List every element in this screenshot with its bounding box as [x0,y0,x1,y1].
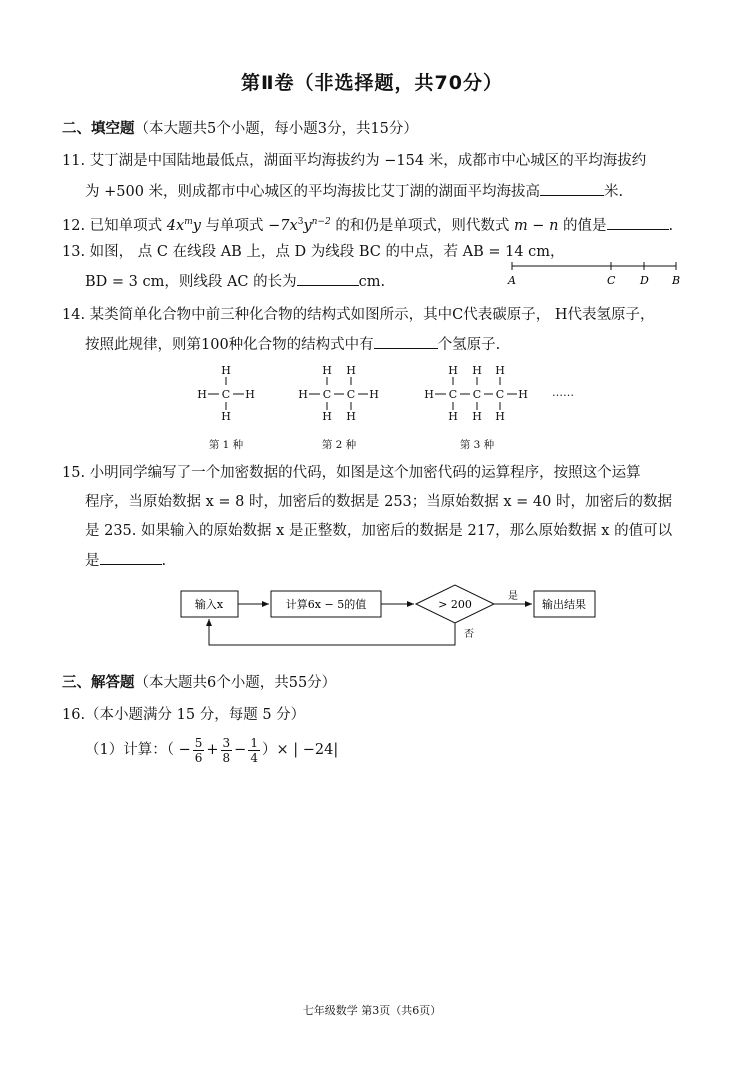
atom-h: H [298,388,308,401]
atom-h: H [472,410,482,423]
segment-figure [500,256,690,290]
compound-2 [298,364,379,423]
atom-h: H [495,410,505,423]
q14-answer-blank[interactable] [374,334,438,349]
atom-c: C [322,388,332,401]
q12-end: . [668,217,674,234]
section2-title: 二、填空题 [62,121,135,137]
atom-c: C [495,388,505,401]
fraction-numerator: 3 [222,735,231,750]
atom-c: C [221,388,231,401]
atom-h: H [346,364,356,377]
no-label: 否 [464,629,474,640]
fraction-denominator: 4 [250,750,258,765]
flowchart [175,583,605,649]
q12-line [62,212,673,236]
q12-monomial2-exp2: n−2 [311,217,331,227]
q15-line4 [85,550,166,571]
section2-heading [62,119,418,139]
q11-line1: 11. 艾丁湖是中国陆地最低点，湖面平均海拔约为 −154 米，成都市中心城区的平均海拔约 [62,153,647,169]
point-b-label: B [672,274,681,287]
q12-post2: 的值是 [558,217,607,234]
q14-unit: 个氢原子. [437,337,501,353]
q15-line1: 15. 小明同学编写了一个加密数据的代码，如图是这个加密代码的运算程序，按照这个运算 [62,465,641,481]
ellipsis: …… [552,386,574,399]
atom-h: H [448,364,458,377]
molecule-figure [190,360,590,454]
compound-3-label: 第 3 种 [459,439,495,451]
atom-h: H [472,364,482,377]
q12-monomial2-a: −7x [268,217,298,234]
atom-h: H [424,388,434,401]
section3-heading [62,673,336,693]
q12-monomial2-exp1: 3 [297,217,304,227]
atom-c: C [472,388,482,401]
q11-text: 为 +500 米，则成都市中心城区的平均海拔比艾丁湖的湖面平均海拔高 [85,184,541,200]
q12-monomial2-b: y [303,217,312,234]
atom-h: H [197,388,207,401]
point-d-label: D [640,274,649,287]
atom-c: C [448,388,458,401]
atom-h: H [448,410,458,423]
compound-3 [424,364,528,423]
q16-part1-prefix: （1）计算：（ − [85,742,191,758]
q16-part1 [85,733,338,767]
q13-text: BD = 3 cm，则线段 AC 的长为 [85,274,297,290]
condition-label: > 200 [438,598,472,611]
atom-c: C [346,388,356,401]
q14-line2 [85,334,500,355]
compound-2-label: 第 2 种 [321,439,357,451]
plus-sign: + [206,742,219,758]
point-c-label: C [607,274,616,287]
atom-h: H [322,410,332,423]
compound-1-label: 第 1 种 [208,439,244,451]
q12-prefix: 12. 已知单项式 [62,217,167,234]
q13-line2 [85,271,385,292]
q11-line2 [85,181,623,202]
q15-line3: 是 235. 如果输入的原始数据 x 是正整数，加密后的数据是 217，那么原始数据 x 的值可以 [85,523,673,539]
atom-h: H [495,364,505,377]
fraction-numerator: 1 [250,735,258,750]
q15-text: 是 [85,553,100,569]
arrow-no-loop [209,619,455,645]
fraction-denominator: 8 [222,750,231,765]
section3-title: 三、解答题 [62,675,135,691]
section2-note: （本大题共5个小题，每小题3分，共15分） [134,121,418,137]
atom-h: H [518,388,528,401]
q12-monomial1-exp: m [184,217,193,227]
atom-h: H [322,364,332,377]
q13-line1: 13. 如图， 点 C 在线段 AB 上，点 D 为线段 BC 的中点，若 AB = 14 cm， [62,244,565,260]
page-footer: 七年级数学 第3页（共6页） [302,1004,442,1017]
q11-answer-blank[interactable] [540,181,604,196]
q15-end: . [161,553,167,569]
fraction-3-8 [221,736,233,765]
compound-1 [197,364,255,423]
q13-unit: cm. [358,274,386,290]
input-label: 输入x [194,598,224,611]
atom-h: H [245,388,255,401]
fraction-1-4 [248,736,260,765]
q15-answer-blank[interactable] [100,550,162,565]
atom-h: H [221,364,231,377]
yes-label: 是 [508,591,518,602]
fraction-numerator: 5 [194,735,203,750]
q12-answer-blank[interactable] [607,215,669,230]
q12-post: 的和仍是单项式，则代数式 [330,217,514,234]
page-title: 第Ⅱ卷（非选择题，共70分） [241,72,503,94]
compute-label: 计算6x − 5的值 [285,598,367,611]
q16-header: 16.（本小题满分 15 分，每题 5 分） [62,707,306,723]
q12-expression: m − n [513,217,559,234]
q12-monomial1-b: y [192,217,201,234]
atom-h: H [346,410,356,423]
point-a-label: A [508,274,516,287]
section3-note: （本大题共6个小题，共55分） [134,675,337,691]
atom-h: H [369,388,379,401]
q12-monomial1-a: 4x [166,217,185,234]
q13-answer-blank[interactable] [297,271,359,286]
q14-line1: 14. 某类简单化合物中前三种化合物的结构式如图所示，其中C代表碳原子， H代表氢原子， [62,307,655,323]
fraction-denominator: 6 [194,750,203,765]
q15-line2: 程序，当原始数据 x = 8 时，加密后的数据是 253；当原始数据 x = 40 时，加密后的数据 [85,494,672,510]
output-label: 输出结果 [542,598,586,611]
q12-mid: 与单项式 [200,217,269,234]
q16-part1-suffix: ）× | −24| [261,742,339,758]
q11-unit: 米. [604,184,624,200]
q14-text: 按照此规律，则第100种化合物的结构式中有 [85,337,374,353]
minus-sign: − [234,742,247,758]
atom-h: H [221,410,231,423]
fraction-5-6 [193,736,205,765]
